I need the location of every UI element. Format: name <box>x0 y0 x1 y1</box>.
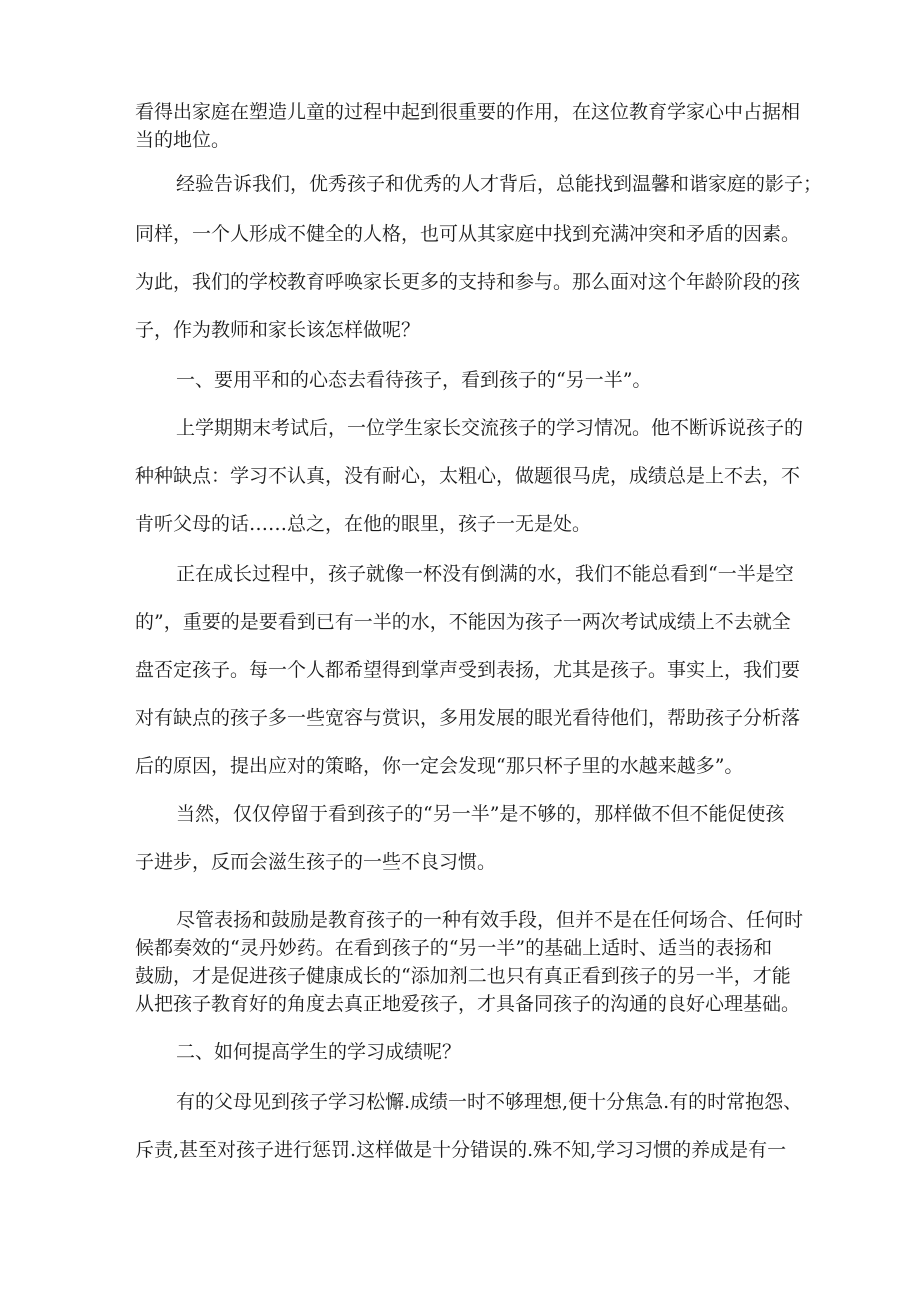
text-line: 为此，我们的学校教育呼唤家长更多的支持和参与。那么面对这个年龄阶段的孩 <box>135 271 801 293</box>
text-line: 尽管表扬和鼓励是教育孩子的一种有效手段，但并不是在任何场合、任何时 <box>176 909 804 931</box>
text-line: 有的父母见到孩子学习松懈.成绩一时不够理想,便十分焦急.有的时常抱怨、 <box>176 1091 803 1113</box>
text-line: 同样，一个人形成不健全的人格，也可从其家庭中找到充满冲突和矛盾的因素。 <box>135 223 801 245</box>
text-line: 候都奏效的“灵丹妙药。在看到孩子的“另一半”的基础上适时、适当的表扬和 <box>135 937 773 959</box>
text-line: 的”，重要的是要看到已有一半的水，不能因为孩子一两次考试成绩上不去就全 <box>135 611 791 633</box>
text-line: 子，作为教师和家长该怎样做呢？ <box>135 319 421 341</box>
text-line: 当的地位。 <box>135 129 231 151</box>
text-line: 从把孩子教育好的角度去真正地爱孩子，才具备同孩子的沟通的良好心理基础。 <box>135 993 801 1015</box>
section-heading: 二、如何提高学生的学习成绩呢？ <box>176 1041 462 1063</box>
text-line: 斥责,甚至对孩子进行惩罚.这样做是十分错误的.殊不知,学习习惯的养成是有一 <box>135 1139 787 1161</box>
text-line: 盘否定孩子。每一个人都希望得到掌声受到表扬，尤其是孩子。事实上，我们要 <box>135 659 801 681</box>
text-line: 经验告诉我们，优秀孩子和优秀的人才背后，总能找到温馨和谐家庭的影子； <box>176 173 823 195</box>
text-line: 子进步，反而会滋生孩子的一些不良习惯。 <box>135 851 497 873</box>
text-line: 当然，仅仅停留于看到孩子的“另一半”是不够的，那样做不但不能促使孩 <box>176 803 785 825</box>
section-heading: 一、要用平和的心态去看待孩子，看到孩子的“另一半”。 <box>176 369 652 391</box>
text-line: 鼓励，才是促进孩子健康成长的“添加剂二也只有真正看到孩子的另一半，才能 <box>135 965 791 987</box>
text-line: 后的原因，提出应对的策略，你一定会发现“那只杯子里的水越来越多”。 <box>135 755 744 777</box>
text-line: 肯听父母的话……总之，在他的眼里，孩子一无是处。 <box>135 513 592 535</box>
text-line: 对有缺点的孩子多一些宽容与赏识，多用发展的眼光看待他们，帮助孩子分析落 <box>135 707 801 729</box>
text-line: 上学期期末考试后，一位学生家长交流孩子的学习情况。他不断诉说孩子的 <box>176 417 804 439</box>
text-line: 种种缺点：学习不认真，没有耐心，太粗心，做题很马虎，成绩总是上不去，不 <box>135 465 801 487</box>
text-line: 看得出家庭在塑造儿童的过程中起到很重要的作用，在这位教育学家心中占据相 <box>135 101 801 123</box>
text-line: 正在成长过程中，孩子就像一杯没有倒满的水，我们不能总看到“一半是空 <box>176 563 794 585</box>
